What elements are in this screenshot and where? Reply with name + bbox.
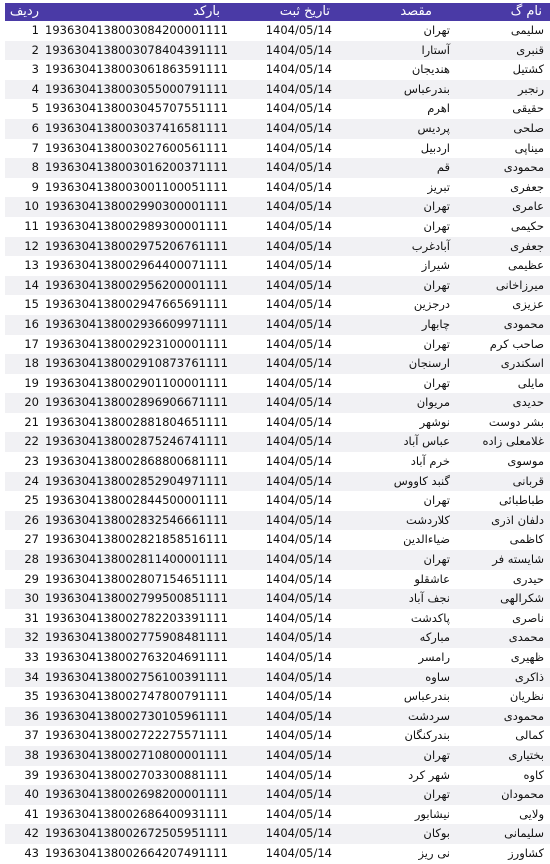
cell-name: شکرالهی — [500, 591, 544, 606]
cell-destination: نوشهر — [419, 414, 450, 429]
cell-barcode: 1936304138002811400001111 — [45, 552, 228, 567]
cell-row-number: 10 — [24, 199, 39, 214]
cell-barcode: 1936304138002881804651111 — [45, 414, 228, 429]
cell-name: رنجبر — [518, 81, 544, 96]
cell-barcode: 1936304138002686400931111 — [45, 806, 228, 821]
cell-destination: اردبیل — [420, 140, 450, 155]
cell-date: 1404/05/14 — [265, 297, 332, 312]
table-row — [5, 60, 550, 80]
table-row — [5, 511, 550, 531]
cell-name: محمودی — [503, 708, 544, 723]
cell-name: موسوی — [507, 454, 544, 469]
cell-barcode: 1936304138002923100001111 — [45, 336, 228, 351]
cell-barcode: 1936304138002956200001111 — [45, 277, 228, 292]
cell-destination: نیشابور — [414, 806, 450, 821]
cell-barcode: 1936304138002910873761111 — [45, 356, 228, 371]
cell-row-number: 28 — [24, 552, 39, 567]
table-row — [5, 530, 550, 550]
cell-date: 1404/05/14 — [265, 650, 332, 664]
cell-destination: تهران — [423, 747, 450, 762]
cell-date: 1404/05/14 — [265, 218, 332, 233]
cell-destination: تهران — [423, 336, 450, 351]
cell-date: 1404/05/14 — [265, 512, 332, 527]
cell-row-number: 42 — [24, 826, 39, 841]
cell-row-number: 20 — [24, 395, 39, 410]
table-row — [5, 197, 550, 217]
cell-destination: تبریز — [427, 179, 450, 194]
table-row — [5, 139, 550, 159]
cell-destination: بندرکنگان — [404, 728, 450, 743]
cell-date: 1404/05/14 — [265, 414, 332, 429]
cell-date: 1404/05/14 — [265, 23, 332, 37]
cell-name: بختیاری — [508, 747, 544, 762]
table-header-row — [5, 3, 550, 21]
cell-date: 1404/05/14 — [265, 101, 332, 116]
table-row — [5, 648, 550, 668]
cell-name: کشاورز — [508, 845, 544, 860]
cell-destination: تهران — [423, 277, 450, 292]
cell-destination: شهر کرد — [408, 767, 450, 782]
cell-row-number: 7 — [31, 140, 39, 155]
cell-barcode: 1936304138003045707551111 — [45, 101, 228, 116]
cell-name: اسکندری — [500, 356, 544, 371]
cell-barcode: 1936304138002990300001111 — [45, 199, 228, 214]
cell-row-number: 39 — [24, 767, 39, 782]
cell-barcode: 1936304138002896906671111 — [45, 395, 228, 410]
cell-name: سلیمی — [510, 23, 544, 37]
header-barcode: بارکد — [193, 4, 220, 19]
cell-date: 1404/05/14 — [265, 375, 332, 390]
cell-barcode: 1936304138002747800791111 — [45, 689, 228, 704]
cell-barcode: 1936304138002936609971111 — [45, 316, 228, 331]
cell-row-number: 16 — [24, 316, 39, 331]
cell-date: 1404/05/14 — [265, 179, 332, 194]
cell-destination: نی ریز — [418, 845, 450, 860]
cell-row-number: 36 — [24, 708, 39, 723]
cell-name: حدیدی — [512, 395, 544, 410]
table-row — [5, 276, 550, 296]
cell-name: غلامعلی زاده — [482, 434, 544, 449]
cell-date: 1404/05/14 — [265, 160, 332, 175]
cell-row-number: 17 — [24, 336, 39, 351]
cell-name: میرزاخانی — [495, 277, 544, 292]
cell-barcode: 1936304138002852904971111 — [45, 473, 228, 488]
cell-destination: تهران — [423, 787, 450, 802]
cell-name: سلیمانی — [504, 826, 544, 841]
cell-destination: تهران — [423, 199, 450, 214]
cell-row-number: 14 — [24, 277, 39, 292]
table-row — [5, 844, 550, 864]
cell-row-number: 25 — [24, 493, 39, 508]
table-row — [5, 746, 550, 766]
cell-barcode: 1936304138002672505951111 — [45, 826, 228, 841]
table-row — [5, 805, 550, 825]
cell-name: محمودی — [503, 160, 544, 175]
table-row — [5, 707, 550, 727]
cell-row-number: 3 — [31, 62, 39, 77]
cell-date: 1404/05/14 — [265, 552, 332, 567]
cell-barcode: 1936304138003027600561111 — [45, 140, 228, 155]
cell-date: 1404/05/14 — [265, 610, 332, 625]
cell-date: 1404/05/14 — [265, 454, 332, 469]
table-row — [5, 393, 550, 413]
cell-destination: ضیاءالدین — [403, 532, 450, 547]
cell-destination: سردشت — [407, 708, 450, 723]
header-name: نام گ — [510, 4, 542, 19]
cell-destination: ارسنجان — [408, 356, 450, 371]
table-row — [5, 609, 550, 629]
cell-row-number: 8 — [31, 160, 39, 175]
cell-row-number: 18 — [24, 356, 39, 371]
cell-row-number: 38 — [24, 747, 39, 762]
cell-destination: درجزین — [413, 297, 450, 312]
cell-date: 1404/05/14 — [265, 120, 332, 135]
table-row — [5, 550, 550, 570]
cell-date: 1404/05/14 — [265, 767, 332, 782]
cell-barcode: 1936304138002799500851111 — [45, 591, 228, 606]
cell-row-number: 13 — [24, 258, 39, 273]
cell-barcode: 1936304138002664207491111 — [45, 845, 228, 860]
cell-name: شایسته فر — [492, 552, 544, 567]
cell-name: میناپی — [514, 140, 544, 155]
cell-destination: نجف آباد — [408, 591, 450, 606]
cell-destination: هندیجان — [411, 62, 450, 77]
table-row — [5, 472, 550, 492]
cell-row-number: 23 — [24, 454, 39, 469]
table-row — [5, 41, 550, 61]
cell-barcode: 1936304138002832546661111 — [45, 512, 228, 527]
table-row — [5, 295, 550, 315]
table-row — [5, 628, 550, 648]
cell-date: 1404/05/14 — [265, 277, 332, 292]
cell-destination: رامسر — [418, 650, 450, 664]
cell-date: 1404/05/14 — [265, 238, 332, 253]
cell-barcode: 1936304138003084200001111 — [45, 23, 228, 37]
cell-date: 1404/05/14 — [265, 689, 332, 704]
cell-date: 1404/05/14 — [265, 630, 332, 645]
cell-name: حقیقی — [512, 101, 544, 116]
shipment-table — [5, 3, 550, 864]
cell-barcode: 1936304138002901100001111 — [45, 375, 228, 390]
header-row-number: ردیف — [9, 4, 39, 19]
cell-destination: پردیس — [417, 120, 450, 135]
header-destination: مقصد — [400, 4, 432, 19]
cell-destination: گنبد کاووس — [393, 473, 450, 488]
table-row — [5, 158, 550, 178]
table-row — [5, 256, 550, 276]
cell-barcode: 1936304138002989300001111 — [45, 218, 228, 233]
cell-row-number: 5 — [31, 101, 39, 116]
cell-barcode: 1936304138003061863591111 — [45, 62, 228, 77]
cell-date: 1404/05/14 — [265, 806, 332, 821]
cell-barcode: 1936304138002698200001111 — [45, 787, 228, 802]
cell-destination: ساوه — [425, 669, 450, 684]
cell-date: 1404/05/14 — [265, 42, 332, 57]
cell-barcode: 1936304138002868800681111 — [45, 454, 228, 469]
cell-barcode: 1936304138003078404391111 — [45, 42, 228, 57]
table-row — [5, 589, 550, 609]
cell-row-number: 41 — [24, 806, 39, 821]
cell-destination: چابهار — [421, 316, 450, 331]
cell-barcode: 1936304138002763204691111 — [45, 650, 228, 664]
table-row — [5, 570, 550, 590]
cell-barcode: 1936304138003055000791111 — [45, 81, 228, 96]
cell-date: 1404/05/14 — [265, 747, 332, 762]
cell-destination: تهران — [423, 23, 450, 37]
cell-name: عامری — [512, 199, 544, 214]
cell-name: کاظمی — [509, 532, 544, 547]
cell-name: محمودان — [501, 787, 544, 802]
cell-row-number: 37 — [24, 728, 39, 743]
cell-barcode: 1936304138002756100391111 — [45, 669, 228, 684]
table-row — [5, 824, 550, 844]
table-row — [5, 668, 550, 688]
cell-row-number: 26 — [24, 512, 39, 527]
cell-name: محمدی — [508, 630, 544, 645]
cell-date: 1404/05/14 — [265, 356, 332, 371]
shipment-table-container — [5, 3, 544, 864]
table-row — [5, 217, 550, 237]
table-row — [5, 687, 550, 707]
cell-destination: کلاردشت — [406, 512, 450, 527]
cell-row-number: 34 — [24, 669, 39, 684]
cell-barcode: 1936304138002821858516111 — [45, 532, 228, 547]
cell-barcode: 1936304138002807154651111 — [45, 571, 228, 586]
cell-barcode: 1936304138002947665691111 — [45, 297, 228, 312]
cell-destination: پاکدشت — [410, 610, 450, 625]
table-row — [5, 178, 550, 198]
cell-destination: تهران — [423, 493, 450, 508]
table-row — [5, 335, 550, 355]
cell-destination: تهران — [423, 375, 450, 390]
cell-name: عظیمی — [508, 258, 544, 273]
cell-date: 1404/05/14 — [265, 708, 332, 723]
cell-barcode: 1936304138003001100051111 — [45, 179, 228, 194]
cell-row-number: 4 — [31, 81, 39, 96]
cell-date: 1404/05/14 — [265, 532, 332, 547]
cell-row-number: 15 — [24, 297, 39, 312]
cell-barcode: 1936304138003016200371111 — [45, 160, 228, 175]
cell-row-number: 43 — [24, 845, 39, 860]
table-row — [5, 726, 550, 746]
cell-barcode: 1936304138002703300881111 — [45, 767, 228, 782]
cell-name: ذاکری — [514, 669, 544, 684]
cell-name: جعفری — [510, 238, 544, 253]
table-row — [5, 99, 550, 119]
cell-row-number: 40 — [24, 787, 39, 802]
cell-destination: عباس آباد — [403, 434, 450, 449]
table-row — [5, 237, 550, 257]
cell-destination: مریوان — [416, 395, 450, 410]
cell-row-number: 21 — [24, 414, 39, 429]
table-row — [5, 119, 550, 139]
cell-name: قنبری — [516, 42, 544, 57]
cell-name: دلفان اذری — [491, 512, 544, 527]
table-row — [5, 80, 550, 100]
table-row — [5, 315, 550, 335]
cell-row-number: 29 — [24, 571, 39, 586]
cell-date: 1404/05/14 — [265, 826, 332, 841]
cell-barcode: 1936304138002875246741111 — [45, 434, 228, 449]
table-row — [5, 766, 550, 786]
cell-barcode: 1936304138002844500001111 — [45, 493, 228, 508]
cell-row-number: 33 — [24, 650, 39, 664]
cell-barcode: 1936304138002710800001111 — [45, 747, 228, 762]
cell-name: کمالی — [515, 728, 544, 743]
cell-destination: بندرعباس — [403, 689, 450, 704]
cell-row-number: 19 — [24, 375, 39, 390]
cell-destination: اهرم — [427, 101, 450, 116]
cell-destination: تهران — [423, 218, 450, 233]
cell-name: مایلی — [517, 375, 544, 390]
table-row — [5, 491, 550, 511]
cell-row-number: 24 — [24, 473, 39, 488]
cell-row-number: 31 — [24, 610, 39, 625]
cell-destination: مبارکه — [419, 630, 450, 645]
cell-name: طباطبائی — [498, 493, 544, 508]
cell-name: حکیمی — [510, 218, 544, 233]
table-row — [5, 452, 550, 472]
table-body — [5, 21, 550, 864]
cell-barcode: 1936304138002775908481111 — [45, 630, 228, 645]
cell-row-number: 11 — [24, 218, 39, 233]
table-row — [5, 432, 550, 452]
cell-name: ظهیری — [510, 650, 544, 664]
cell-destination: بندرعباس — [403, 81, 450, 96]
table-row — [5, 21, 550, 41]
cell-barcode: 1936304138002975206761111 — [45, 238, 228, 253]
cell-barcode: 1936304138002964400071111 — [45, 258, 228, 273]
cell-date: 1404/05/14 — [265, 669, 332, 684]
cell-barcode: 1936304138002730105961111 — [45, 708, 228, 723]
cell-destination: عاشقلو — [414, 571, 450, 586]
cell-date: 1404/05/14 — [265, 787, 332, 802]
cell-row-number: 35 — [24, 689, 39, 704]
cell-name: ولایی — [519, 806, 544, 821]
cell-destination: تهران — [423, 552, 450, 567]
cell-name: حیدری — [512, 571, 544, 586]
cell-name: عزیزی — [512, 297, 544, 312]
cell-date: 1404/05/14 — [265, 336, 332, 351]
cell-date: 1404/05/14 — [265, 316, 332, 331]
cell-date: 1404/05/14 — [265, 473, 332, 488]
cell-barcode: 1936304138002782203391111 — [45, 610, 228, 625]
cell-name: صاحب کرم — [489, 336, 544, 351]
cell-date: 1404/05/14 — [265, 258, 332, 273]
cell-row-number: 12 — [24, 238, 39, 253]
cell-row-number: 1 — [31, 23, 39, 37]
cell-name: قربانی — [512, 473, 544, 488]
cell-destination: آستارا — [421, 42, 450, 57]
cell-row-number: 27 — [24, 532, 39, 547]
cell-destination: قم — [436, 160, 450, 175]
cell-date: 1404/05/14 — [265, 845, 332, 860]
cell-row-number: 2 — [31, 42, 39, 57]
cell-date: 1404/05/14 — [265, 81, 332, 96]
cell-date: 1404/05/14 — [265, 199, 332, 214]
cell-name: جعفری — [510, 179, 544, 194]
header-date: تاریخ ثبت — [279, 4, 330, 19]
cell-date: 1404/05/14 — [265, 434, 332, 449]
cell-name: بشر دوست — [488, 414, 544, 429]
cell-name: کاوه — [523, 767, 544, 782]
cell-destination: شیراز — [421, 258, 450, 273]
cell-name: ناصری — [512, 610, 544, 625]
cell-date: 1404/05/14 — [265, 493, 332, 508]
cell-name: محمودی — [503, 316, 544, 331]
cell-row-number: 6 — [31, 120, 39, 135]
cell-name: کشتیل — [512, 62, 544, 77]
cell-date: 1404/05/14 — [265, 395, 332, 410]
cell-name: نظریان — [509, 689, 544, 704]
cell-destination: بوکان — [423, 826, 450, 841]
cell-destination: آبادغرب — [411, 238, 450, 253]
cell-date: 1404/05/14 — [265, 591, 332, 606]
cell-row-number: 32 — [24, 630, 39, 645]
table-row — [5, 785, 550, 805]
cell-date: 1404/05/14 — [265, 140, 332, 155]
cell-date: 1404/05/14 — [265, 728, 332, 743]
cell-destination: خرم آباد — [410, 454, 450, 469]
table-row — [5, 374, 550, 394]
cell-row-number: 9 — [31, 179, 39, 194]
table-row — [5, 413, 550, 433]
cell-date: 1404/05/14 — [265, 62, 332, 77]
cell-barcode: 1936304138002722275571111 — [45, 728, 228, 743]
cell-name: صلحی — [513, 120, 544, 135]
cell-row-number: 30 — [24, 591, 39, 606]
cell-barcode: 1936304138003037416581111 — [45, 120, 228, 135]
cell-date: 1404/05/14 — [265, 571, 332, 586]
cell-row-number: 22 — [24, 434, 39, 449]
table-row — [5, 354, 550, 374]
